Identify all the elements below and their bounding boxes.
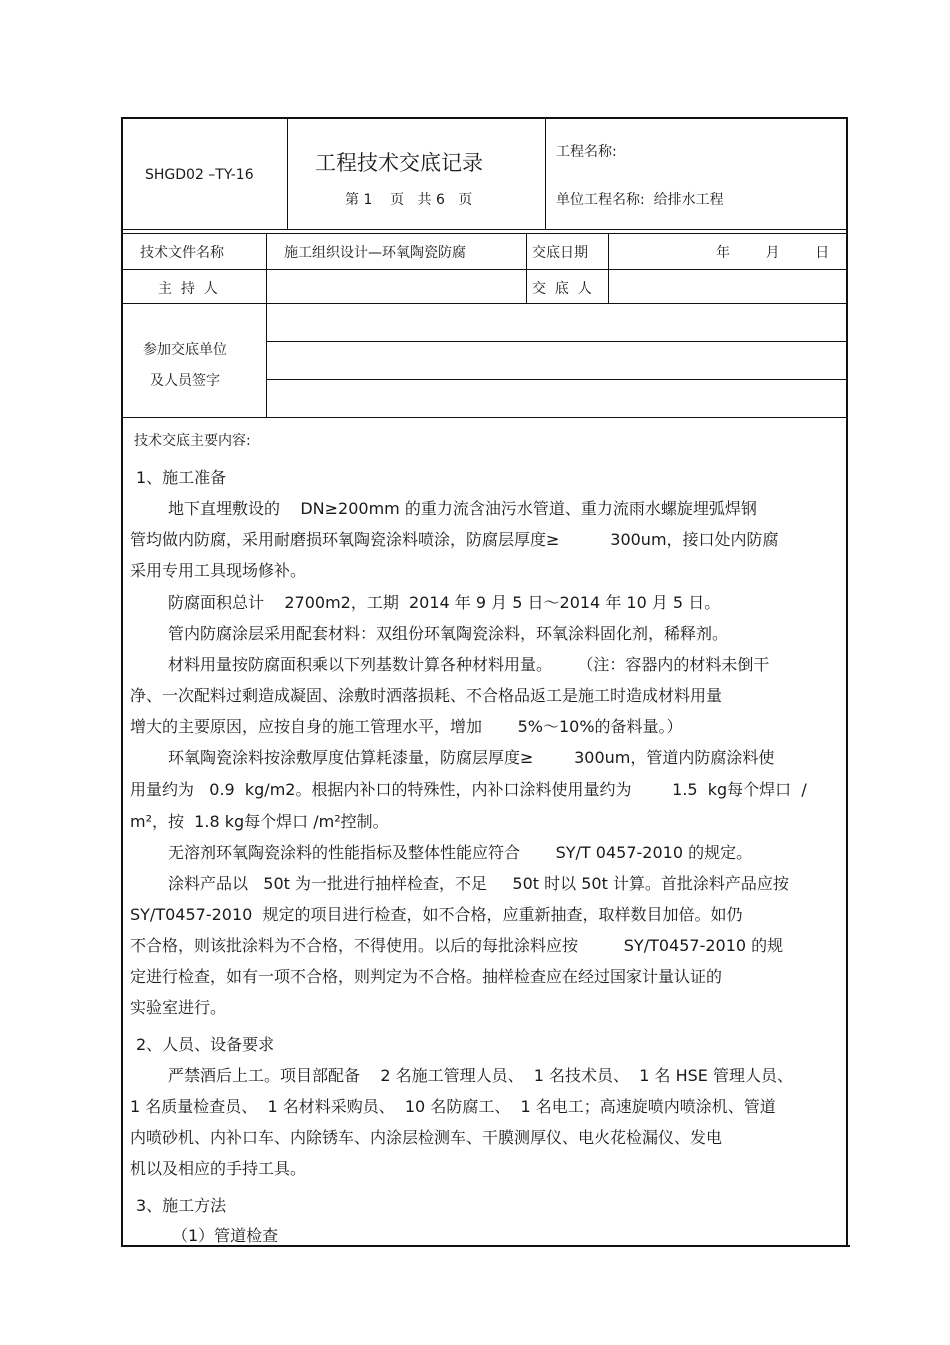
content-line: 严禁酒后上工。项目部配备 2 名施工管理人员、 1 名技术员、 1 名 HSE 管理人员、 bbox=[168, 1066, 793, 1085]
unit-project-label: 单位工程名称: 给排水工程 bbox=[556, 192, 724, 208]
content-line: 净、一次配料过剩造成凝固、涂敷时洒落损耗、不合格品返工是施工时造成材料用量 bbox=[130, 686, 723, 705]
signature-line-2 bbox=[266, 379, 848, 380]
content-line: 采用专用工具现场修补。 bbox=[130, 561, 307, 580]
presenter-label: 交 底 人 bbox=[532, 281, 592, 297]
content-line: 3、施工方法 bbox=[136, 1196, 227, 1215]
page-info: 第 1 页 共 6 页 bbox=[345, 192, 473, 208]
date-label: 交底日期 bbox=[532, 245, 588, 261]
content-main-label: 技术交底主要内容: bbox=[134, 433, 251, 449]
content-line: 防腐面积总计 2700m2，工期 2014 年 9 月 5 日～2014 年 10 月 5 日。 bbox=[168, 593, 721, 612]
doc-name-label: 技术文件名称 bbox=[140, 245, 224, 261]
info-col-1 bbox=[266, 233, 267, 418]
table-bottom-line bbox=[121, 1245, 850, 1247]
content-line: （1）管道检查 bbox=[172, 1226, 279, 1245]
content-line: 定进行检查，如有一项不合格，则判定为不合格。抽样检查应在经过国家计量认证的 bbox=[130, 967, 723, 986]
doc-name-value: 施工组织设计—环氧陶瓷防腐 bbox=[284, 245, 466, 261]
content-line: 机以及相应的手持工具。 bbox=[130, 1159, 307, 1178]
info-top-line bbox=[122, 233, 848, 234]
content-line: m²，按 1.8 kg每个焊口 /m²控制。 bbox=[130, 812, 389, 831]
participants-label-2: 及人员签字 bbox=[150, 373, 220, 389]
header-divider-left bbox=[287, 118, 288, 230]
participants-label-1: 参加交底单位 bbox=[143, 342, 227, 358]
content-line: 2、人员、设备要求 bbox=[136, 1035, 275, 1054]
host-label: 主 持 人 bbox=[158, 281, 218, 297]
content-line: 地下直埋敷设的 DN≥200mm 的重力流含油污水管道、重力流雨水螺旋埋弧焊钢 bbox=[168, 499, 757, 518]
content-line: 涂料产品以 50t 为一批进行抽样检查，不足 50t 时以 50t 计算。首批涂料产品应按 bbox=[168, 874, 789, 893]
content-line: SY/T0457-2010 规定的项目进行检查，如不合格，应重新抽查，取样数目加倍。如仍 bbox=[130, 905, 743, 924]
doc-code: SHGD02 –TY-16 bbox=[145, 167, 254, 183]
info-row-line-1 bbox=[122, 269, 848, 270]
content-line: 无溶剂环氧陶瓷涂料的性能指标及整体性能应符合 SY/T 0457-2010 的规定。 bbox=[168, 843, 753, 862]
signature-line-1 bbox=[266, 341, 848, 342]
content-line: 1、施工准备 bbox=[136, 468, 227, 487]
content-line: 实验室进行。 bbox=[130, 998, 227, 1017]
content-line: 环氧陶瓷涂料按涂敷厚度估算耗漆量，防腐层厚度≥ 300um，管道内防腐涂料使 bbox=[168, 748, 775, 767]
content-line: 用量约为 0.9 kg/m2。根据内补口的特殊性，内补口涂料使用量约为 1.5 kg每个焊口 / bbox=[130, 780, 807, 799]
content-line: 材料用量按防腐面积乘以下列基数计算各种材料用量。 （注：容器内的材料未倒干 bbox=[168, 655, 770, 674]
content-line: 管内防腐涂层采用配套材料：双组份环氧陶瓷涂料，环氧涂料固化剂，稀释剂。 bbox=[168, 624, 729, 643]
header-divider-right bbox=[545, 118, 546, 230]
info-bottom-line bbox=[122, 417, 848, 418]
content-line: 内喷砂机、内补口车、内除锈车、内涂层检测车、干膜测厚仪、电火花检漏仪、发电 bbox=[130, 1128, 723, 1147]
header-bottom-line bbox=[122, 229, 848, 230]
content-line: 增大的主要原因，应按自身的施工管理水平，增加 5%～10%的备料量。） bbox=[130, 717, 683, 736]
content-line: 不合格，则该批涂料为不合格，不得使用。以后的每批涂料应按 SY/T0457-2010 的规 bbox=[130, 936, 784, 955]
project-name-label: 工程名称: bbox=[556, 144, 617, 160]
date-value: 年 月 日 bbox=[716, 245, 830, 261]
content-line: 1 名质量检查员、 1 名材料采购员、 10 名防腐工、 1 名电工；高速旋喷内喷涂机、管道 bbox=[130, 1097, 776, 1116]
content-line: 管均做内防腐，采用耐磨损环氧陶瓷涂料喷涂，防腐层厚度≥ 300um，接口处内防腐 bbox=[130, 530, 779, 549]
info-row-line-2 bbox=[122, 303, 848, 304]
page-title: 工程技术交底记录 bbox=[315, 151, 483, 175]
